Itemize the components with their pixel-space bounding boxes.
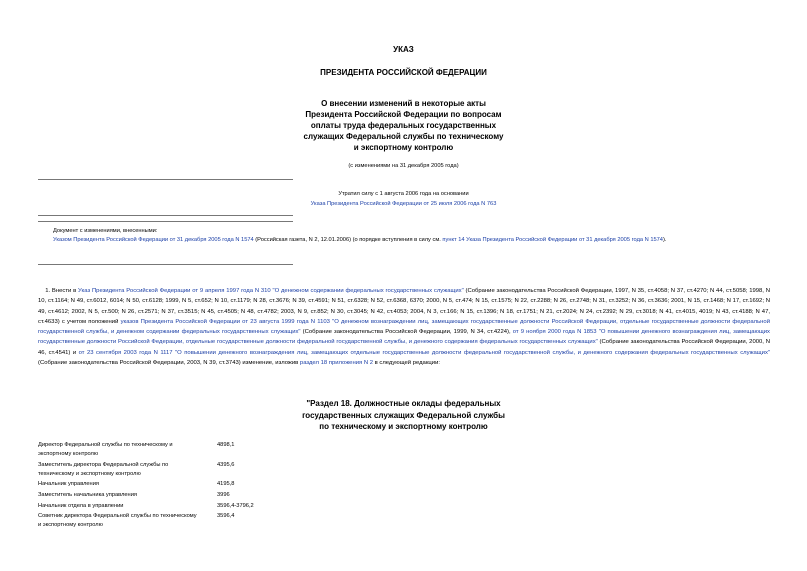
para-link[interactable]: указов Президента Российской Федерации от 23 августа 1999 года N 1103 "О денежном вознаграждении лиц, замещающих государственные должности Российской Федерации, отдельные государственные должности федеральной государственной службы, и денежном содержании федеральных государственных служащих" [38, 318, 770, 336]
para-link[interactable]: раздел 18 приложения N 2 [299, 360, 373, 367]
position-cell: Советник директора Федеральной службы по техническому и экспортному контролю [38, 513, 197, 528]
table-row [38, 512, 338, 529]
para-text: (Собрание законодательства Российской Федерации, 1997, N 35, ст.4058; N 37, ст.4270; N 44, ст.5058; 1998, N 10, ст.1164; N 49, ст.6012, 6014; N 50, ст.6128; 1999, N 5, ст.652; N 10, ст.1179; N 28, ст.3676; N 39, ст.4591; N 51, ст.6328; N 52, ст.6368, 6370; 2000, N 5, ст.474; N 15, ст.1575; N 22, ст.2288; N 26, ст.2748; N 31, ст.3252; N 36, ст.3636; 2001, N 15, ст.1468; N 17, ст.1692; N 49, ст.4612; 2002, N 5, ст.500; N 26, ст.2571; N 37, ст.3515; N 45, ст.4505; N 48, ст.4782; 2003, N 9, ст.852; N 30, ст.3045; N 42, ст.4053; 2004, N 3, ст.166; N 15, ст.1396; N 18, ст.1751; N 21, ст.2024; N 24, ст.2392; N 29, ст.3018; N 41, ст.4015, 4019; N 43, ст.4188; N 47, ст.4633) с учетом положений [38, 288, 770, 325]
main-paragraph [38, 286, 770, 368]
para-text: (Собрание законодательства Российской Федерации, 2003, N 39, ст.3743) изменение, изложив [38, 360, 300, 367]
position-cell: Начальник отдела в управлении [38, 503, 124, 509]
doc-title: УКАЗ [393, 45, 414, 54]
divider [38, 179, 293, 180]
salary-cell: 3996 [217, 492, 230, 498]
subject-line: Президента Российской Федерации по вопросам [305, 110, 502, 119]
para-link[interactable]: от 23 сентября 2003 года N 1117 "О повышении денежного вознаграждения лиц, замещающих отдельные государственные должности федеральной государственной службы, и денежного содержания федеральных государственных служащих" [78, 349, 770, 356]
divider [38, 264, 293, 265]
table-row [38, 491, 338, 500]
salary-cell: 3596,4 [217, 513, 235, 519]
salary-cell: 4898,1 [217, 442, 235, 448]
divider [38, 215, 293, 216]
para-text: в следующей редакции: [372, 360, 441, 367]
changes-link-2[interactable]: пункт 14 Указа Президента Российской Федерации от 31 декабря 2005 года N 1574 [442, 237, 663, 243]
salary-cell: 4195,8 [217, 481, 235, 487]
position-cell: Заместитель начальника управления [38, 492, 137, 498]
position-cell: Заместитель директора Федеральной службы по техническому и экспортному контролю [38, 462, 169, 477]
salary-cell: 4395,6 [217, 462, 235, 468]
position-cell: Начальник управления [38, 481, 99, 487]
section-line: по техническому и экспортному контролю [319, 422, 488, 431]
lost-force-link[interactable]: Указа Президента Российской Федерации от 25 июля 2006 года N 763 [310, 201, 497, 207]
table-row [38, 441, 338, 458]
subject-line: О внесении изменений в некоторые акты [321, 99, 486, 108]
changes-text: (Российская газета, N 2, 12.01.2006) (о порядке вступления в силу см. [253, 237, 443, 243]
divider [38, 221, 293, 222]
salary-cell: 3596,4-3796,2 [217, 503, 254, 509]
changes-link[interactable]: Указом Президента Российской Федерации от 31 декабря 2005 года N 1574 [53, 237, 254, 243]
doc-issuer: ПРЕЗИДЕНТА РОССИЙСКОЙ ФЕДЕРАЦИИ [320, 68, 487, 77]
para-text: 1. Внести в [38, 288, 79, 294]
para-text: (Собрание законодательства Российской Федерации, 1999, N 34, ст.4224), [300, 329, 513, 336]
para-link[interactable]: Указ Президента Российской Федерации от 9 апреля 1997 года N 310 "О денежном содержании федеральных государственных служащих" [78, 288, 464, 294]
doc-subject [0, 98, 807, 153]
position-cell: Директор Федеральной службы по техническому и экспортному контролю [38, 442, 173, 457]
section-heading [0, 398, 807, 433]
lost-force-text: Утратил силу с 1 августа 2006 года на основании [338, 191, 469, 197]
subject-line: и экспортному контролю [353, 143, 454, 152]
subject-line: служащих Федеральной службы по техническому [303, 132, 504, 141]
subject-line: оплаты труда федеральных государственных [310, 121, 497, 130]
para-link[interactable]: от 9 ноября 2000 года N 1853 "О повышении денежного вознаграждения лиц, замещающих государственные должности Российской Федерации, отдельные государственные должности федеральной государственной службы, и денежного содержания федеральных государственных служащих" [38, 329, 770, 346]
section-line: государственных служащих Федеральной службы [302, 410, 505, 420]
amended-note: (с изменениями на 31 декабря 2005 года) [348, 163, 459, 169]
changes-title: Документ с изменениями, внесенными: [53, 228, 158, 234]
para-text: (Собрание законодательства Российской Федерации, 2000, N 46, ст.4541) и [38, 339, 770, 356]
changes-list [38, 236, 770, 245]
table-row [38, 502, 338, 511]
changes-end: ). [662, 237, 667, 243]
table-row [38, 480, 338, 489]
table-row [38, 461, 338, 478]
section-line: "Раздел 18. Должностные оклады федеральных [306, 399, 501, 408]
